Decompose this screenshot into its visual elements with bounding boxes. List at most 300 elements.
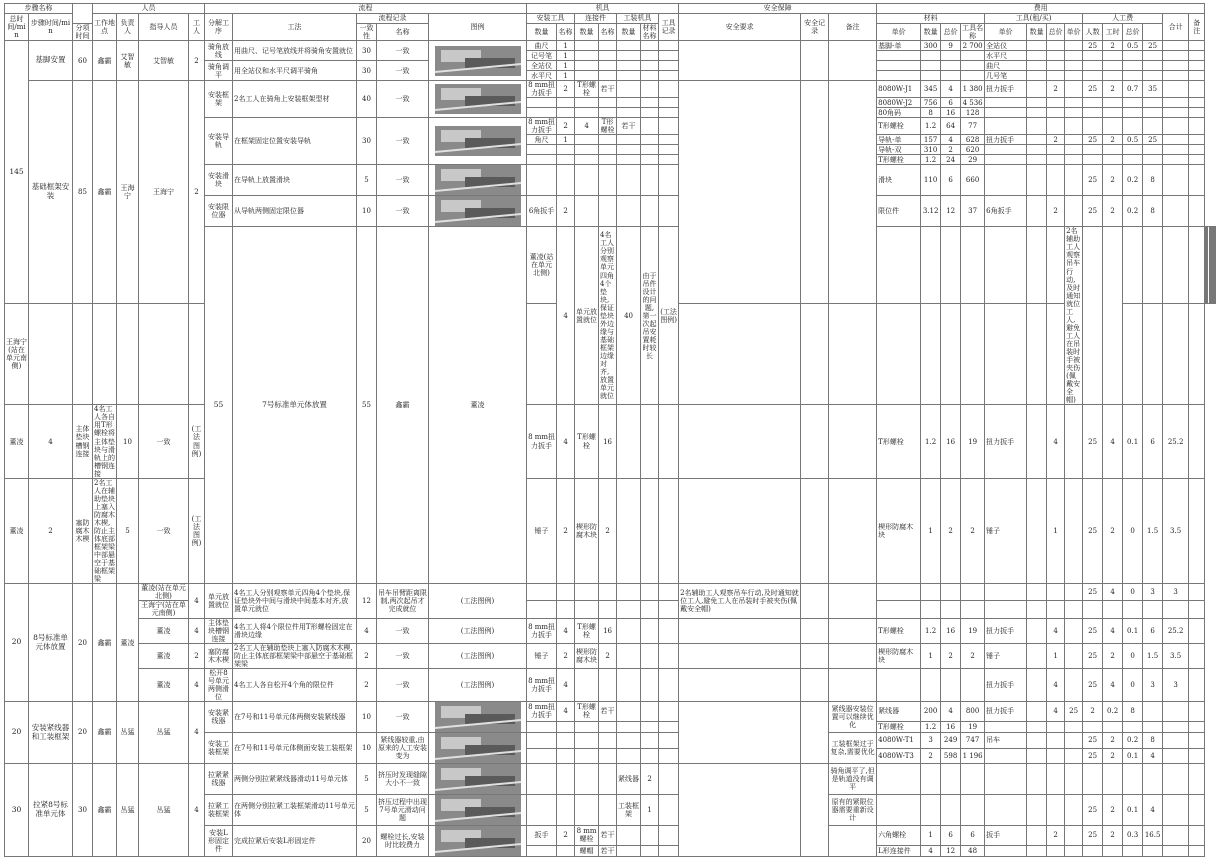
table-cell [985, 227, 1027, 304]
table-cell [641, 145, 659, 155]
table-cell: 曲尺 [527, 41, 557, 51]
table-cell [985, 601, 1027, 618]
table-cell: 扳手 [527, 826, 557, 846]
table-cell: 材料 [877, 14, 985, 24]
table-cell [1189, 41, 1205, 51]
table-cell [1027, 118, 1047, 135]
table-cell: 4 [189, 702, 205, 764]
table-cell [641, 196, 659, 227]
table-cell [1163, 61, 1189, 71]
table-cell: 在导轨上放置滑块 [233, 165, 357, 196]
table-cell: 4 [1047, 618, 1065, 643]
table-cell: 25 [1083, 405, 1103, 478]
table-cell: 310 [921, 145, 941, 155]
table-cell [1027, 584, 1047, 601]
table-cell: 全站仪 [527, 61, 557, 71]
table-cell: 20 [73, 702, 93, 764]
table-cell: 安装框架 [205, 81, 233, 118]
table-cell: 8 mm扭力扳手 [527, 405, 557, 478]
table-cell: 锤子 [527, 643, 557, 668]
table-cell [679, 643, 801, 668]
table-cell [1027, 61, 1047, 71]
table-cell [1083, 108, 1103, 118]
table-cell: 0.7 [1123, 81, 1143, 98]
table-cell: 0 [1123, 668, 1143, 701]
table-cell [659, 51, 679, 61]
table-cell: 4 [1047, 702, 1065, 722]
table-cell [1027, 618, 1047, 643]
table-cell [641, 618, 659, 643]
table-cell: 16 [941, 405, 961, 478]
table-cell: 29 [961, 155, 985, 165]
table-cell [1163, 733, 1189, 749]
table-row [5, 81, 1216, 98]
table-cell [659, 155, 679, 165]
table-cell: 一致 [377, 643, 429, 668]
table-cell: 2 [29, 478, 73, 584]
table-cell [829, 584, 877, 618]
table-cell [877, 795, 921, 826]
table-cell [877, 61, 921, 71]
table-cell [527, 845, 557, 856]
table-cell: 4 [575, 118, 599, 135]
table-cell: 4080W-T1 [877, 733, 921, 749]
table-cell [575, 155, 599, 165]
table-cell: 人工费 [1083, 14, 1163, 24]
table-cell: 安装滑块 [205, 165, 233, 196]
table-cell: 660 [961, 165, 985, 196]
table-row [5, 643, 1216, 668]
table-cell: 原有的紧限位器需要重新设计 [829, 795, 877, 826]
table-cell: 628 [961, 135, 985, 145]
table-cell: 从导轨两侧固定限位器 [233, 196, 357, 227]
table-cell: 拉紧工装框架 [205, 795, 233, 826]
table-cell: 6 [961, 826, 985, 846]
table-cell [1047, 165, 1065, 196]
table-cell: 6 [941, 165, 961, 196]
table-cell [641, 405, 659, 478]
table-cell: 王海宁(站在单元南侧) [5, 304, 29, 405]
table-cell: 流程记录 [357, 14, 429, 24]
table-cell [1047, 145, 1065, 155]
table-cell [1027, 721, 1047, 732]
table-cell [961, 764, 985, 795]
photo-icon [435, 764, 521, 794]
table-cell [575, 71, 599, 81]
table-cell [1189, 108, 1205, 118]
table-cell [1027, 764, 1047, 795]
table-cell: 曲尺 [985, 61, 1027, 71]
table-cell: 25 [1083, 643, 1103, 668]
table-cell [659, 71, 679, 81]
table-cell: 249 [941, 733, 961, 749]
table-cell [527, 98, 557, 108]
photo-icon [435, 126, 521, 156]
table-cell [617, 845, 641, 856]
table-cell [985, 118, 1027, 135]
table-cell [1047, 795, 1065, 826]
table-cell [961, 304, 985, 405]
table-cell [1065, 668, 1083, 701]
table-cell [1027, 227, 1047, 304]
table-cell: 总时间/min [5, 14, 29, 41]
table-cell: 4 [1143, 795, 1163, 826]
table-cell [1047, 304, 1065, 405]
table-cell: 6角扳手 [527, 196, 557, 227]
table-cell: 128 [961, 108, 985, 118]
table-cell [1123, 227, 1143, 304]
table-cell [1083, 145, 1103, 155]
table-cell [1189, 668, 1205, 701]
table-cell [575, 795, 599, 826]
table-cell [659, 118, 679, 135]
table-cell [599, 733, 617, 749]
table-cell [1065, 41, 1083, 51]
table-cell: 4 [357, 618, 377, 643]
table-cell: 合计 [1163, 14, 1189, 41]
table-cell: 19 [961, 405, 985, 478]
table-cell [1027, 601, 1047, 618]
table-cell [617, 98, 641, 108]
table-cell [659, 145, 679, 155]
table-cell [1027, 304, 1047, 405]
table-cell [29, 304, 73, 405]
table-cell: 分解工序 [205, 14, 233, 41]
table-cell [877, 71, 921, 81]
table-cell: 锤子 [985, 643, 1027, 668]
table-cell [1027, 668, 1047, 701]
table-cell: 25 [1083, 165, 1103, 196]
table-cell: 安装L形固定件 [205, 826, 233, 857]
table-cell: 安全要求 [679, 14, 801, 41]
table-cell [829, 643, 877, 668]
table-cell: 王海宁(站在单元南侧) [139, 601, 189, 618]
table-cell: 3 [1143, 668, 1163, 701]
table-cell [877, 584, 921, 601]
table-cell [599, 135, 617, 145]
table-cell [1189, 618, 1205, 643]
table-cell: 1 [557, 51, 575, 61]
table-cell [575, 135, 599, 145]
table-cell: T形螺栓 [575, 81, 599, 98]
table-cell: 2 [1103, 478, 1123, 584]
table-cell [1103, 145, 1123, 155]
table-row [5, 618, 1216, 643]
table-cell [985, 748, 1027, 764]
table-cell: 楔形防腐木块 [877, 478, 921, 584]
table-cell: 85 [73, 81, 93, 304]
table-cell: 6角扳手 [985, 196, 1027, 227]
table-cell: 材料名称 [642, 24, 657, 41]
table-cell: 25 [1143, 41, 1163, 51]
table-cell: 3.5 [1163, 478, 1189, 584]
table-cell: 2 [1103, 826, 1123, 846]
table-cell [659, 721, 679, 732]
table-cell [801, 668, 829, 701]
table-cell: 3.12 [921, 196, 941, 227]
table-cell [527, 601, 557, 618]
table-cell: 1 [641, 795, 659, 826]
header-cell: 费用 [877, 4, 1205, 14]
table-cell: 4 [29, 405, 73, 478]
table-cell [1047, 155, 1065, 165]
table-cell: 图例 [429, 14, 527, 41]
table-cell: 8080W-J1 [877, 81, 921, 98]
table-cell [617, 81, 641, 98]
table-cell: 1.2 [921, 618, 941, 643]
table-cell: 5 [357, 795, 377, 826]
table-cell: 25 [1143, 135, 1163, 145]
table-cell [1065, 61, 1083, 71]
table-cell: 4 [1103, 584, 1123, 601]
table-cell [961, 61, 985, 71]
table-cell [1143, 764, 1163, 795]
table-cell: 董凌 [5, 478, 29, 584]
table-cell: T形螺栓 [877, 405, 921, 478]
table-cell: 64 [941, 118, 961, 135]
table-cell [599, 748, 617, 764]
table-cell [801, 81, 829, 304]
table-cell: 4 [189, 764, 205, 857]
table-row [5, 668, 1216, 701]
table-cell: 6 [941, 98, 961, 108]
table-cell: 20 [5, 584, 29, 702]
table-cell: 董凌(站在单元北侧) [139, 584, 189, 601]
table-cell [1027, 478, 1047, 584]
table-cell: 1.2 [921, 405, 941, 478]
table-cell [617, 155, 641, 165]
table-cell: 8 [1143, 733, 1163, 749]
table-cell [641, 584, 659, 601]
table-cell: 扭力扳手 [985, 702, 1027, 722]
table-cell: 2 [1103, 135, 1123, 145]
table-cell [1189, 196, 1205, 227]
table-cell [1189, 584, 1205, 601]
table-cell: 2 [961, 478, 985, 584]
table-cell: 紧线器安装位置可以继续优化 [829, 702, 877, 733]
table-cell [941, 71, 961, 81]
table-cell: L形连接件 [877, 845, 921, 856]
table-cell: 指导人员 [139, 14, 189, 41]
table-cell: (工法图例) [429, 668, 527, 701]
table-cell [599, 51, 617, 61]
table-cell [877, 51, 921, 61]
table-cell: 一致 [377, 61, 429, 81]
table-cell [641, 61, 659, 71]
table-cell [659, 405, 679, 478]
table-cell [557, 145, 575, 155]
table-row [5, 14, 1216, 24]
table-cell: 几号笔 [985, 71, 1027, 81]
table-cell: 2名工人在辅助垫块上塞入防腐木木楔,防止主体底部框架梁中部悬空于基础框架梁 [94, 478, 115, 584]
table-cell: 备注 [829, 14, 877, 41]
table-cell [1027, 748, 1047, 764]
table-cell: 名称 [377, 24, 429, 41]
table-cell: 4 536 [962, 98, 983, 107]
table-cell [921, 764, 941, 795]
table-cell: 30 [357, 118, 377, 165]
table-cell [1123, 764, 1143, 795]
table-cell [1047, 41, 1065, 51]
table-cell [73, 304, 93, 405]
table-cell: 345 [921, 81, 941, 98]
table-cell: 1 [921, 478, 941, 584]
table-cell: 董凌(站在单元北侧) [527, 227, 557, 304]
table-cell [641, 51, 659, 61]
table-cell: 10 [357, 196, 377, 227]
table-cell [877, 668, 921, 701]
table-cell: 备注 [1189, 14, 1205, 41]
table-cell: 12 [357, 584, 377, 618]
table-cell [1163, 702, 1189, 722]
table-cell [617, 721, 641, 732]
table-cell: 4 [941, 81, 961, 98]
table-cell: 董凌 [5, 405, 29, 478]
table-cell [599, 71, 617, 81]
table-cell: 单价 [985, 24, 1027, 41]
table-cell: 螺栓过长,安装时比较费力 [377, 826, 429, 857]
table-cell: 60 [73, 41, 93, 81]
table-cell: 2 [599, 643, 617, 668]
table-cell: 锤子 [985, 478, 1027, 584]
table-cell [801, 41, 829, 81]
table-cell [659, 826, 679, 846]
table-cell [575, 165, 599, 196]
table-cell [641, 733, 659, 749]
table-cell [617, 643, 641, 668]
table-cell [921, 71, 941, 81]
table-cell [1027, 81, 1047, 98]
table-cell [1189, 601, 1205, 618]
table-cell [1027, 98, 1047, 108]
table-cell: 25 [1083, 826, 1103, 846]
table-cell: 3 [1143, 584, 1163, 601]
table-cell: 20 [73, 584, 93, 702]
table-cell: 4 [189, 618, 205, 643]
table-cell: 记号笔 [527, 51, 557, 61]
table-cell [1103, 71, 1123, 81]
table-cell [1163, 81, 1189, 98]
table-cell: 安全记录 [801, 14, 829, 41]
table-cell [557, 98, 575, 108]
table-cell [1027, 155, 1047, 165]
table-cell [679, 764, 801, 857]
table-cell: 25.2 [1163, 618, 1189, 643]
table-cell: 工时 [1103, 24, 1123, 41]
table-cell: 25 [1083, 478, 1103, 584]
table-cell [941, 304, 961, 405]
table-cell: 25 [1083, 795, 1103, 826]
table-cell [1143, 51, 1163, 61]
table-cell: 完成拉紧后安装L形固定件 [233, 826, 357, 857]
table-cell: 工具名称 [962, 24, 984, 41]
table-cell: 丛猛 [117, 702, 139, 764]
table-cell: 200 [921, 702, 941, 722]
table-cell [1123, 845, 1143, 856]
table-cell [617, 748, 641, 764]
table-cell: 1 [1047, 643, 1065, 668]
table-cell: 2 [189, 41, 205, 81]
table-cell [1189, 405, 1205, 478]
table-cell [1027, 51, 1047, 61]
table-cell [1189, 795, 1205, 826]
table-cell: 0.5 [1123, 135, 1143, 145]
table-cell: 4 [1103, 618, 1123, 643]
table-cell [801, 478, 829, 584]
table-cell: 2 [1103, 196, 1123, 227]
table-row [5, 764, 1216, 795]
table-cell [877, 304, 921, 405]
table-cell [617, 668, 641, 701]
photo-icon [435, 702, 521, 732]
table-cell [1143, 61, 1163, 71]
table-cell [1189, 155, 1205, 165]
table-cell [1047, 227, 1065, 304]
table-cell: 25 [1083, 81, 1103, 98]
table-cell [1189, 733, 1205, 749]
table-cell: 挤压时发现缝隙大小不一致 [377, 764, 429, 795]
table-cell [985, 845, 1027, 856]
table-cell: 8 mm扭力扳手 [527, 618, 557, 643]
table-cell: 2 [1103, 41, 1123, 51]
table-cell: 2 [941, 478, 961, 584]
table-cell: 2 [189, 643, 205, 668]
table-cell: 2 [1103, 795, 1123, 826]
table-cell: 安装工装框架 [205, 733, 233, 764]
table-cell: 16 [941, 721, 961, 732]
table-cell: 人数 [1083, 24, 1103, 41]
table-cell: 水平尺 [985, 51, 1027, 61]
table-cell: 620 [961, 145, 985, 155]
table-cell: 0.2 [1123, 196, 1143, 227]
table-cell: 主体垫块槽钢连接 [73, 405, 93, 478]
table-cell: 10 [357, 702, 377, 733]
table-cell [599, 196, 617, 227]
table-cell [527, 155, 557, 165]
table-cell [829, 81, 877, 304]
table-cell [599, 721, 617, 732]
table-cell [1163, 748, 1189, 764]
table-cell [1189, 51, 1205, 61]
table-cell: 若干 [599, 702, 617, 722]
table-cell [1163, 304, 1189, 405]
table-cell: 紧线器 [877, 702, 921, 722]
table-cell [801, 405, 829, 478]
table-cell: 4 [557, 405, 575, 478]
table-cell: 名称 [599, 24, 617, 41]
table-cell [1189, 81, 1205, 98]
table-cell: 40 [357, 81, 377, 118]
table-cell [617, 826, 641, 846]
table-cell: 0 [1123, 478, 1143, 584]
table-cell [575, 145, 599, 155]
table-cell [617, 41, 641, 51]
table-cell: 1 196 [961, 748, 985, 764]
table-cell [1143, 98, 1163, 108]
table-cell [73, 4, 93, 24]
table-cell: 董凌 [429, 227, 527, 584]
table-cell: 2名辅助工人观察吊车行动,及时通知就位工人,避免工人在吊装时手被夹伤(佩戴安全帽) [679, 584, 801, 618]
table-cell: 董凌 [139, 618, 189, 643]
table-cell [527, 165, 557, 196]
table-cell [617, 165, 641, 196]
table-cell: 一致 [377, 196, 429, 227]
table-cell: 800 [961, 702, 985, 722]
table-cell [641, 108, 659, 118]
table-cell: 工装框架过于复杂,需要优化 [829, 733, 877, 764]
table-cell: 安装导轨 [205, 118, 233, 165]
table-cell [557, 584, 575, 601]
